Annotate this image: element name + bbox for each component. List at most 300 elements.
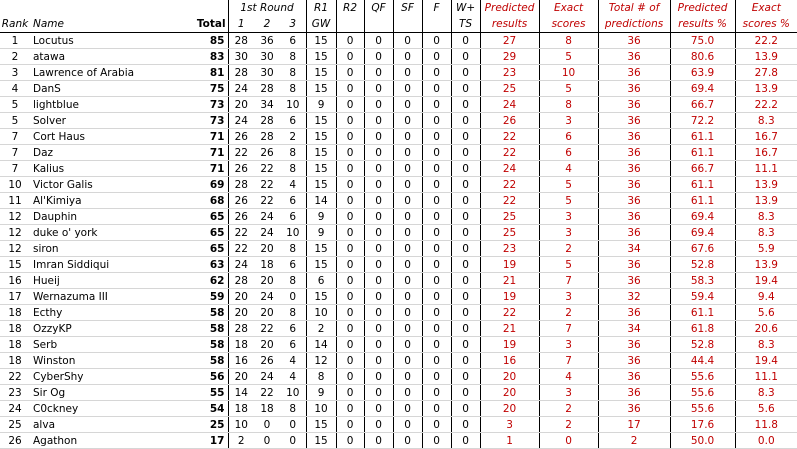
sf-cell: 0 — [393, 385, 422, 401]
game2-cell: 30 — [254, 65, 280, 81]
game2-cell: 24 — [254, 225, 280, 241]
r2-cell: 0 — [336, 305, 364, 321]
table-row — [0, 97, 797, 113]
total-cell: 17 — [195, 433, 228, 449]
header-game-3: 3 — [280, 16, 306, 33]
w-ts-cell: 0 — [451, 97, 480, 113]
f-cell: 0 — [422, 177, 451, 193]
game3-cell: 4 — [280, 177, 306, 193]
game1-cell: 20 — [228, 369, 254, 385]
rank-cell: 3 — [0, 65, 30, 81]
sf-cell: 0 — [393, 113, 422, 129]
header-scores-pct: scores % — [735, 16, 797, 33]
game2-cell: 22 — [254, 193, 280, 209]
exact-pct-cell: 13.9 — [735, 257, 797, 273]
total-cell: 56 — [195, 369, 228, 385]
total-predictions-cell: 36 — [598, 305, 670, 321]
name-cell: CyberShy — [30, 369, 195, 385]
exact-scores-cell: 7 — [539, 321, 598, 337]
table-row — [0, 401, 797, 417]
predicted-pct-cell: 61.1 — [670, 193, 735, 209]
exact-pct-cell: 19.4 — [735, 273, 797, 289]
name-cell: Imran Siddiqui — [30, 257, 195, 273]
total-cell: 58 — [195, 321, 228, 337]
game2-cell: 18 — [254, 401, 280, 417]
sf-cell: 0 — [393, 401, 422, 417]
rank-cell: 12 — [0, 209, 30, 225]
predicted-results-cell: 20 — [480, 385, 539, 401]
predicted-pct-cell: 59.4 — [670, 289, 735, 305]
w-ts-cell: 0 — [451, 33, 480, 49]
game1-cell: 24 — [228, 257, 254, 273]
rank-cell: 26 — [0, 433, 30, 449]
r1-gw-cell: 15 — [306, 129, 336, 145]
exact-scores-cell: 10 — [539, 65, 598, 81]
exact-scores-cell: 2 — [539, 305, 598, 321]
game3-cell: 0 — [280, 433, 306, 449]
r2-cell: 0 — [336, 193, 364, 209]
f-cell: 0 — [422, 161, 451, 177]
w-ts-cell: 0 — [451, 129, 480, 145]
exact-pct-cell: 8.3 — [735, 209, 797, 225]
w-ts-cell: 0 — [451, 401, 480, 417]
qf-cell: 0 — [364, 49, 393, 65]
total-cell: 75 — [195, 81, 228, 97]
sf-cell: 0 — [393, 417, 422, 433]
r2-cell: 0 — [336, 385, 364, 401]
header-predictions: predictions — [598, 16, 670, 33]
exact-scores-cell: 3 — [539, 113, 598, 129]
r1-gw-cell: 15 — [306, 65, 336, 81]
predicted-results-cell: 22 — [480, 145, 539, 161]
game2-cell: 24 — [254, 369, 280, 385]
game1-cell: 28 — [228, 65, 254, 81]
r2-cell: 0 — [336, 433, 364, 449]
qf-cell: 0 — [364, 289, 393, 305]
predicted-pct-cell: 67.6 — [670, 241, 735, 257]
predicted-pct-cell: 69.4 — [670, 209, 735, 225]
sf-cell: 0 — [393, 369, 422, 385]
qf-cell: 0 — [364, 433, 393, 449]
total-predictions-cell: 36 — [598, 65, 670, 81]
predicted-results-cell: 19 — [480, 257, 539, 273]
total-predictions-cell: 36 — [598, 385, 670, 401]
exact-pct-cell: 5.9 — [735, 241, 797, 257]
game2-cell: 24 — [254, 209, 280, 225]
qf-cell: 0 — [364, 257, 393, 273]
predicted-results-cell: 24 — [480, 97, 539, 113]
game2-cell: 28 — [254, 129, 280, 145]
name-cell: OzzyKP — [30, 321, 195, 337]
qf-cell: 0 — [364, 401, 393, 417]
game3-cell: 8 — [280, 305, 306, 321]
game3-cell: 6 — [280, 337, 306, 353]
predicted-pct-cell: 17.6 — [670, 417, 735, 433]
header-exact-pct: Exact — [735, 0, 797, 16]
qf-cell: 0 — [364, 369, 393, 385]
rank-cell: 7 — [0, 145, 30, 161]
name-cell: duke o' york — [30, 225, 195, 241]
w-ts-cell: 0 — [451, 353, 480, 369]
predicted-results-cell: 21 — [480, 321, 539, 337]
sf-cell: 0 — [393, 433, 422, 449]
total-predictions-cell: 36 — [598, 49, 670, 65]
total-predictions-cell: 36 — [598, 33, 670, 49]
game3-cell: 10 — [280, 385, 306, 401]
game1-cell: 22 — [228, 145, 254, 161]
exact-scores-cell: 2 — [539, 241, 598, 257]
header-predicted-pct: Predicted — [670, 0, 735, 16]
header-row-1 — [0, 0, 797, 16]
game1-cell: 24 — [228, 81, 254, 97]
exact-scores-cell: 3 — [539, 385, 598, 401]
exact-scores-cell: 3 — [539, 225, 598, 241]
standings-body — [0, 33, 797, 449]
r2-cell: 0 — [336, 321, 364, 337]
table-row — [0, 337, 797, 353]
game3-cell: 8 — [280, 161, 306, 177]
f-cell: 0 — [422, 385, 451, 401]
rank-cell: 25 — [0, 417, 30, 433]
table-row — [0, 209, 797, 225]
r2-cell: 0 — [336, 209, 364, 225]
header-f: F — [422, 0, 451, 16]
game1-cell: 24 — [228, 113, 254, 129]
r2-cell: 0 — [336, 273, 364, 289]
table-row — [0, 241, 797, 257]
total-cell: 59 — [195, 289, 228, 305]
r2-cell: 0 — [336, 353, 364, 369]
header-rank: Rank — [0, 16, 30, 33]
exact-pct-cell: 22.2 — [735, 33, 797, 49]
total-cell: 83 — [195, 49, 228, 65]
game3-cell: 8 — [280, 145, 306, 161]
rank-cell: 18 — [0, 337, 30, 353]
r2-cell: 0 — [336, 289, 364, 305]
predicted-results-cell: 22 — [480, 129, 539, 145]
table-row — [0, 161, 797, 177]
f-cell: 0 — [422, 49, 451, 65]
sf-cell: 0 — [393, 241, 422, 257]
table-row — [0, 369, 797, 385]
game1-cell: 18 — [228, 337, 254, 353]
predicted-results-cell: 16 — [480, 353, 539, 369]
exact-scores-cell: 5 — [539, 257, 598, 273]
exact-pct-cell: 13.9 — [735, 81, 797, 97]
table-row — [0, 289, 797, 305]
exact-pct-cell: 20.6 — [735, 321, 797, 337]
sf-cell: 0 — [393, 129, 422, 145]
predicted-results-cell: 25 — [480, 81, 539, 97]
header-gw: GW — [306, 16, 336, 33]
predicted-pct-cell: 61.1 — [670, 177, 735, 193]
rank-cell: 7 — [0, 129, 30, 145]
exact-scores-cell: 7 — [539, 353, 598, 369]
total-predictions-cell: 34 — [598, 241, 670, 257]
name-cell: Winston — [30, 353, 195, 369]
exact-pct-cell: 9.4 — [735, 289, 797, 305]
total-cell: 65 — [195, 209, 228, 225]
rank-cell: 18 — [0, 305, 30, 321]
game1-cell: 22 — [228, 225, 254, 241]
exact-scores-cell: 6 — [539, 129, 598, 145]
header-sf: SF — [393, 0, 422, 16]
predicted-pct-cell: 44.4 — [670, 353, 735, 369]
exact-pct-cell: 0.0 — [735, 433, 797, 449]
game2-cell: 22 — [254, 161, 280, 177]
name-cell: siron — [30, 241, 195, 257]
total-cell: 58 — [195, 305, 228, 321]
exact-pct-cell: 8.3 — [735, 225, 797, 241]
rank-cell: 23 — [0, 385, 30, 401]
game3-cell: 6 — [280, 321, 306, 337]
exact-scores-cell: 5 — [539, 193, 598, 209]
name-cell: atawa — [30, 49, 195, 65]
w-ts-cell: 0 — [451, 113, 480, 129]
game1-cell: 26 — [228, 161, 254, 177]
game3-cell: 8 — [280, 273, 306, 289]
f-cell: 0 — [422, 97, 451, 113]
game3-cell: 8 — [280, 65, 306, 81]
table-row — [0, 417, 797, 433]
table-row — [0, 385, 797, 401]
exact-scores-cell: 4 — [539, 369, 598, 385]
exact-pct-cell: 13.9 — [735, 193, 797, 209]
table-row — [0, 49, 797, 65]
r1-gw-cell: 14 — [306, 337, 336, 353]
game3-cell: 8 — [280, 81, 306, 97]
game3-cell: 6 — [280, 257, 306, 273]
sf-cell: 0 — [393, 337, 422, 353]
name-cell: Agathon — [30, 433, 195, 449]
header-first-round: 1st Round — [240, 1, 294, 14]
predicted-results-cell: 19 — [480, 337, 539, 353]
table-row — [0, 257, 797, 273]
game2-cell: 0 — [254, 417, 280, 433]
r1-gw-cell: 15 — [306, 289, 336, 305]
rank-cell: 18 — [0, 353, 30, 369]
game2-cell: 22 — [254, 177, 280, 193]
name-cell: Al'Kimiya — [30, 193, 195, 209]
f-cell: 0 — [422, 337, 451, 353]
header-exact: Exact — [539, 0, 598, 16]
game1-cell: 22 — [228, 241, 254, 257]
r2-cell: 0 — [336, 145, 364, 161]
w-ts-cell: 0 — [451, 369, 480, 385]
name-cell: Solver — [30, 113, 195, 129]
r1-gw-cell: 15 — [306, 81, 336, 97]
w-ts-cell: 0 — [451, 417, 480, 433]
table-row — [0, 321, 797, 337]
total-predictions-cell: 36 — [598, 129, 670, 145]
exact-scores-cell: 7 — [539, 273, 598, 289]
r1-gw-cell: 8 — [306, 369, 336, 385]
f-cell: 0 — [422, 401, 451, 417]
name-cell: Cort Haus — [30, 129, 195, 145]
qf-cell: 0 — [364, 97, 393, 113]
predicted-pct-cell: 61.8 — [670, 321, 735, 337]
total-predictions-cell: 36 — [598, 97, 670, 113]
w-ts-cell: 0 — [451, 305, 480, 321]
predicted-results-cell: 29 — [480, 49, 539, 65]
sf-cell: 0 — [393, 305, 422, 321]
total-predictions-cell: 36 — [598, 337, 670, 353]
rank-cell: 12 — [0, 241, 30, 257]
total-predictions-cell: 17 — [598, 417, 670, 433]
game2-cell: 28 — [254, 113, 280, 129]
f-cell: 0 — [422, 241, 451, 257]
game1-cell: 18 — [228, 401, 254, 417]
r1-gw-cell: 15 — [306, 49, 336, 65]
header-r2: R2 — [336, 0, 364, 16]
game2-cell: 34 — [254, 97, 280, 113]
predicted-pct-cell: 63.9 — [670, 65, 735, 81]
header-qf: QF — [364, 0, 393, 16]
predicted-results-cell: 22 — [480, 193, 539, 209]
exact-pct-cell: 8.3 — [735, 337, 797, 353]
r1-gw-cell: 9 — [306, 209, 336, 225]
r2-cell: 0 — [336, 177, 364, 193]
game2-cell: 20 — [254, 305, 280, 321]
header-scores: scores — [539, 16, 598, 33]
rank-cell: 1 — [0, 33, 30, 49]
total-cell: 71 — [195, 161, 228, 177]
name-cell: Dauphin — [30, 209, 195, 225]
total-cell: 71 — [195, 145, 228, 161]
table-row — [0, 81, 797, 97]
game1-cell: 2 — [228, 433, 254, 449]
table-row — [0, 225, 797, 241]
sf-cell: 0 — [393, 145, 422, 161]
table-row — [0, 129, 797, 145]
total-cell: 81 — [195, 65, 228, 81]
total-predictions-cell: 36 — [598, 145, 670, 161]
predicted-pct-cell: 72.2 — [670, 113, 735, 129]
exact-pct-cell: 16.7 — [735, 129, 797, 145]
w-ts-cell: 0 — [451, 385, 480, 401]
name-cell: Serb — [30, 337, 195, 353]
exact-scores-cell: 5 — [539, 81, 598, 97]
sf-cell: 0 — [393, 65, 422, 81]
f-cell: 0 — [422, 273, 451, 289]
total-predictions-cell: 36 — [598, 369, 670, 385]
r1-gw-cell: 14 — [306, 193, 336, 209]
total-predictions-cell: 36 — [598, 353, 670, 369]
game1-cell: 20 — [228, 97, 254, 113]
game3-cell: 6 — [280, 113, 306, 129]
game2-cell: 22 — [254, 385, 280, 401]
exact-scores-cell: 6 — [539, 145, 598, 161]
predicted-pct-cell: 80.6 — [670, 49, 735, 65]
sf-cell: 0 — [393, 49, 422, 65]
game1-cell: 20 — [228, 289, 254, 305]
total-cell: 58 — [195, 337, 228, 353]
exact-pct-cell: 16.7 — [735, 145, 797, 161]
w-ts-cell: 0 — [451, 433, 480, 449]
w-ts-cell: 0 — [451, 273, 480, 289]
total-cell: 73 — [195, 113, 228, 129]
f-cell: 0 — [422, 305, 451, 321]
predicted-pct-cell: 52.8 — [670, 257, 735, 273]
r2-cell: 0 — [336, 97, 364, 113]
f-cell: 0 — [422, 225, 451, 241]
w-ts-cell: 0 — [451, 145, 480, 161]
w-ts-cell: 0 — [451, 257, 480, 273]
header-w: W+ — [451, 0, 480, 16]
qf-cell: 0 — [364, 273, 393, 289]
game3-cell: 10 — [280, 225, 306, 241]
game3-cell: 6 — [280, 33, 306, 49]
exact-pct-cell: 11.1 — [735, 161, 797, 177]
predicted-results-cell: 27 — [480, 33, 539, 49]
exact-pct-cell: 27.8 — [735, 65, 797, 81]
r1-gw-cell: 15 — [306, 177, 336, 193]
rank-cell: 24 — [0, 401, 30, 417]
game2-cell: 18 — [254, 257, 280, 273]
f-cell: 0 — [422, 369, 451, 385]
name-cell: Hueij — [30, 273, 195, 289]
w-ts-cell: 0 — [451, 49, 480, 65]
r1-gw-cell: 15 — [306, 257, 336, 273]
predicted-pct-cell: 69.4 — [670, 81, 735, 97]
r2-cell: 0 — [336, 337, 364, 353]
exact-pct-cell: 8.3 — [735, 385, 797, 401]
game3-cell: 8 — [280, 241, 306, 257]
r1-gw-cell: 10 — [306, 401, 336, 417]
exact-scores-cell: 4 — [539, 161, 598, 177]
f-cell: 0 — [422, 81, 451, 97]
sf-cell: 0 — [393, 257, 422, 273]
predicted-pct-cell: 52.8 — [670, 337, 735, 353]
table-row — [0, 353, 797, 369]
exact-scores-cell: 3 — [539, 337, 598, 353]
total-predictions-cell: 36 — [598, 225, 670, 241]
r2-cell: 0 — [336, 113, 364, 129]
sf-cell: 0 — [393, 161, 422, 177]
total-cell: 71 — [195, 129, 228, 145]
qf-cell: 0 — [364, 305, 393, 321]
predicted-results-cell: 19 — [480, 289, 539, 305]
w-ts-cell: 0 — [451, 193, 480, 209]
rank-cell: 5 — [0, 113, 30, 129]
rank-cell: 22 — [0, 369, 30, 385]
name-cell: DanS — [30, 81, 195, 97]
qf-cell: 0 — [364, 161, 393, 177]
qf-cell: 0 — [364, 129, 393, 145]
w-ts-cell: 0 — [451, 289, 480, 305]
predicted-results-cell: 1 — [480, 433, 539, 449]
exact-pct-cell: 11.8 — [735, 417, 797, 433]
predicted-results-cell: 3 — [480, 417, 539, 433]
qf-cell: 0 — [364, 353, 393, 369]
total-cell: 85 — [195, 33, 228, 49]
total-cell: 65 — [195, 225, 228, 241]
f-cell: 0 — [422, 209, 451, 225]
game1-cell: 26 — [228, 129, 254, 145]
table-row — [0, 33, 797, 49]
qf-cell: 0 — [364, 321, 393, 337]
name-cell: Sir Og — [30, 385, 195, 401]
rank-cell: 4 — [0, 81, 30, 97]
predicted-results-cell: 25 — [480, 209, 539, 225]
w-ts-cell: 0 — [451, 241, 480, 257]
total-predictions-cell: 36 — [598, 257, 670, 273]
table-row — [0, 145, 797, 161]
w-ts-cell: 0 — [451, 337, 480, 353]
game1-cell: 10 — [228, 417, 254, 433]
exact-scores-cell: 3 — [539, 289, 598, 305]
rank-cell: 7 — [0, 161, 30, 177]
